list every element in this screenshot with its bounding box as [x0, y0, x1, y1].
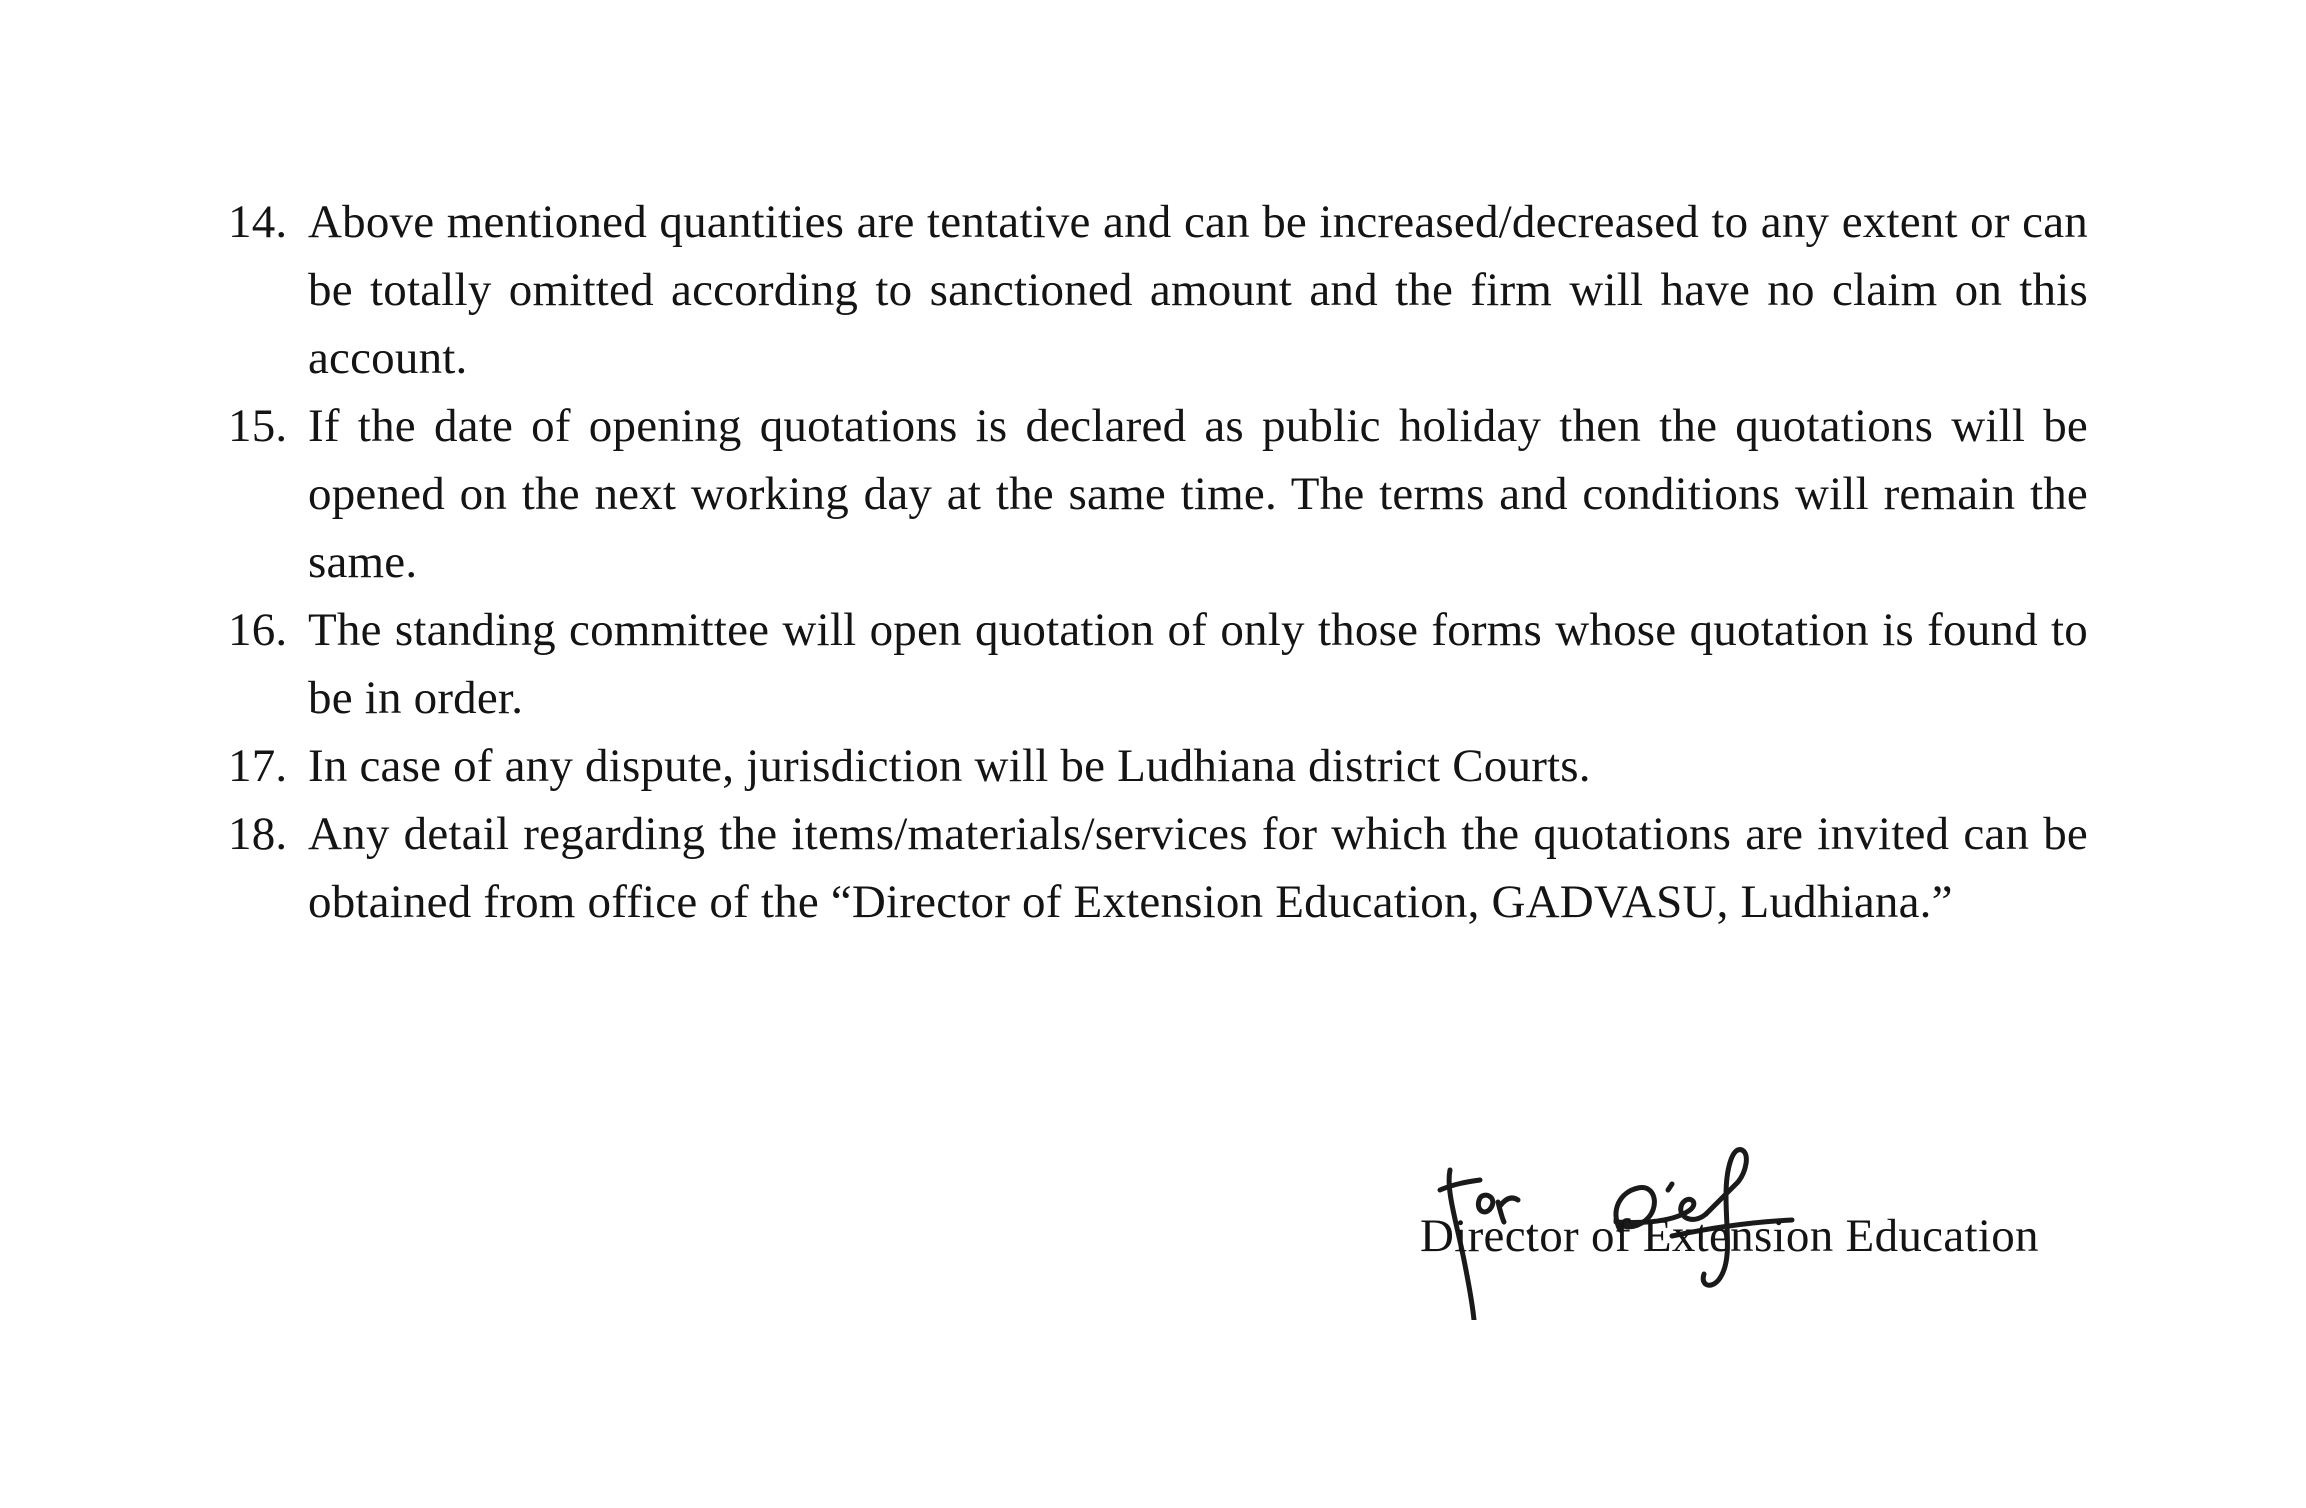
- clause-15: [228, 392, 2088, 596]
- terms-clause-list: [228, 188, 2088, 936]
- clause-18: [228, 800, 2088, 936]
- clause-text: The standing committee will open quotation of only those forms whose quotation is found to be in order.: [308, 604, 2088, 724]
- clause-number: 17.: [228, 740, 288, 792]
- clause-number: 16.: [228, 604, 288, 656]
- clause-number: 15.: [228, 400, 288, 452]
- clause-number: 14.: [228, 196, 288, 248]
- clause-14: [228, 188, 2088, 392]
- signatory-title: Director of Extension Education: [1420, 1210, 2039, 1262]
- clause-text: Any detail regarding the items/materials/services for which the quotations are invited can be obtained from office of the “Director of Extension Education, GADVASU, Ludhiana.”: [308, 808, 2088, 928]
- clause-text: If the date of opening quotations is declared as public holiday then the quotations will be opened on the next working day at the same time. The terms and conditions will remain the same.: [308, 400, 2088, 588]
- clause-text: In case of any dispute, jurisdiction will be Ludhiana district Courts.: [308, 740, 1591, 792]
- clause-text: Above mentioned quantities are tentative and can be increased/decreased to any extent or can be totally omitted according to sanctioned amount and the firm will have no claim on this account.: [308, 196, 2088, 384]
- clause-number: 18.: [228, 808, 288, 860]
- clause-17: [228, 732, 2088, 800]
- clause-16: [228, 596, 2088, 732]
